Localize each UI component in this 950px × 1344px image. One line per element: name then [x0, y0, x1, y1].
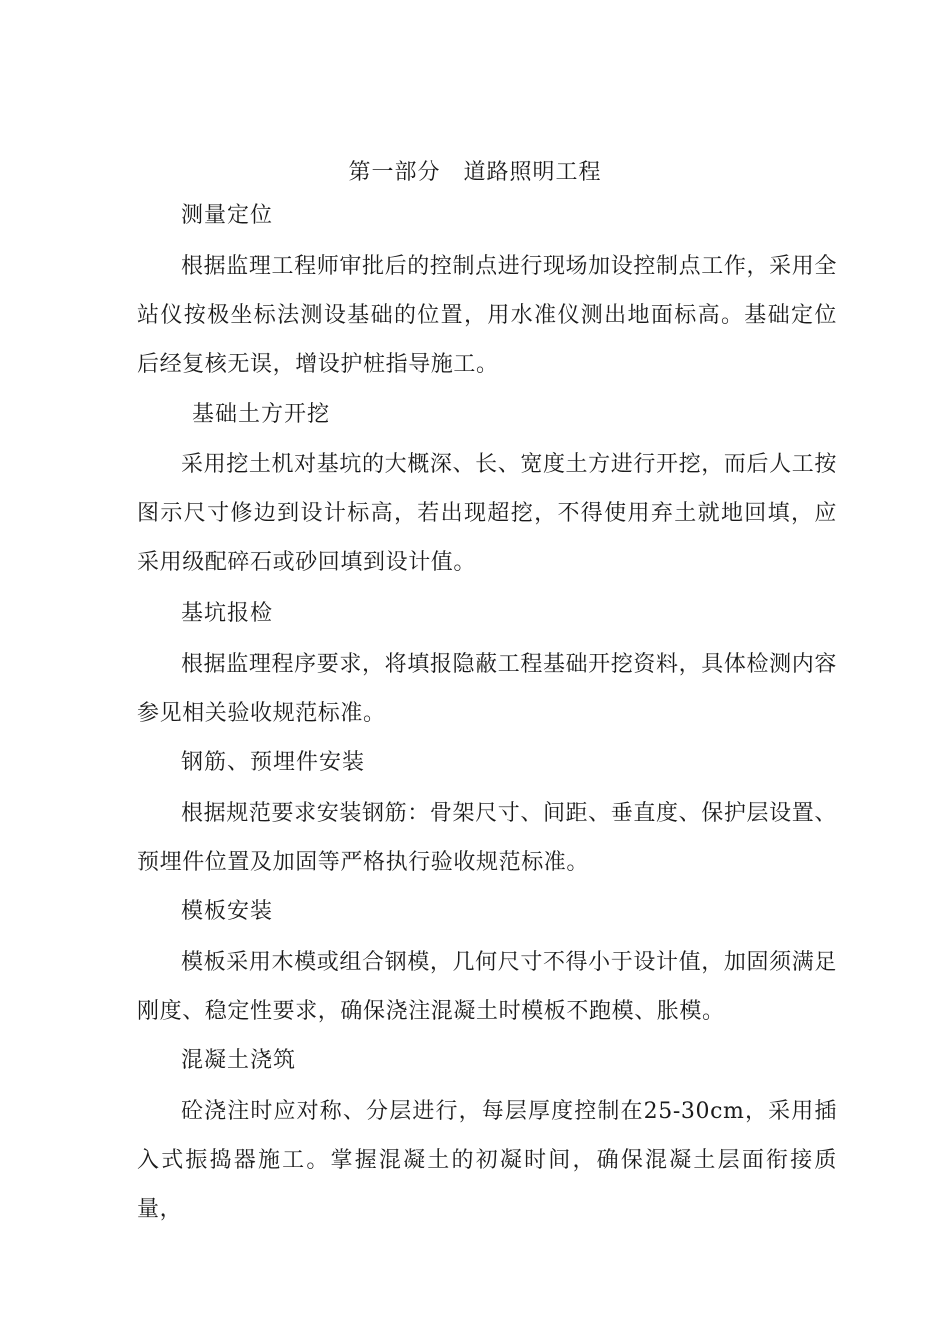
section-body-survey: 根据监理工程师审批后的控制点进行现场加设控制点工作，采用全站仪按极坐标法测设基础的位置，用水准仪测出地面标高。基础定位后经复核无误，增设护桩指导施工。 [137, 254, 837, 377]
document-title: 第一部分 道路照明工程 [348, 160, 602, 185]
section-heading-rebar: 钢筋、预埋件安装 [181, 750, 366, 775]
section-body-formwork: 模板采用木模或组合钢模，几何尺寸不得小于设计值，加固须满足刚度、稳定性要求，确保浇注混凝土时模板不跑模、胀模。 [137, 950, 837, 1024]
section-heading-survey: 测量定位 [181, 203, 274, 228]
section-body-concrete: 砼浇注时应对称、分层进行，每层厚度控制在25-30cm，采用插入式振捣器施工。掌握混凝土的初凝时间，确保混凝土层面衔接质量， [137, 1099, 837, 1222]
section-body-inspection: 根据监理程序要求，将填报隐蔽工程基础开挖资料，具体检测内容参见相关验收规范标准。 [137, 652, 837, 726]
section-heading-inspection: 基坑报检 [181, 601, 274, 626]
section-heading-concrete: 混凝土浇筑 [181, 1048, 297, 1073]
section-body-excavation: 采用挖土机对基坑的大概深、长、宽度土方进行开挖，而后人工按图示尺寸修边到设计标高，若出现超挖，不得使用弃土就地回填，应采用级配碎石或砂回填到设计值。 [137, 452, 837, 575]
section-heading-formwork: 模板安装 [181, 899, 274, 924]
section-heading-excavation: 基础土方开挖 [192, 402, 331, 427]
section-body-rebar: 根据规范要求安装钢筋：骨架尺寸、间距、垂直度、保护层设置、预埋件位置及加固等严格执行验收规范标准。 [137, 801, 837, 875]
